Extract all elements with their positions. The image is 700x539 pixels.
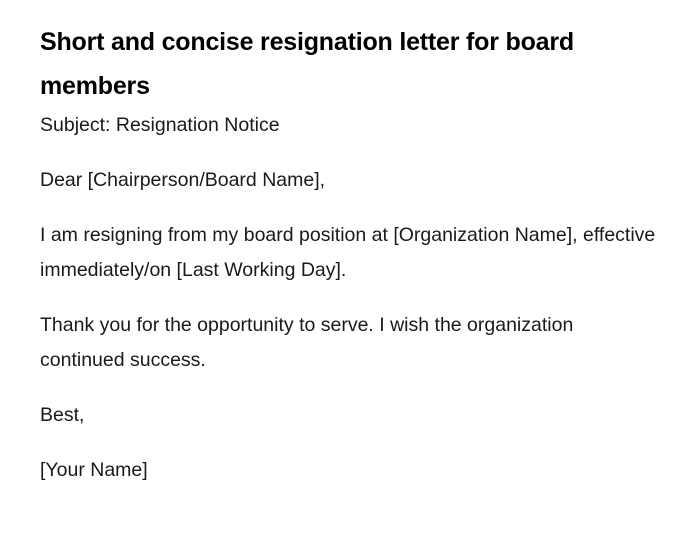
body-paragraph-2: Thank you for the opportunity to serve. I wish the organization continued success. bbox=[40, 314, 574, 371]
letter-document bbox=[40, 20, 660, 488]
page-title: Short and concise resignation letter for board members bbox=[40, 28, 574, 100]
closing: Best, bbox=[40, 404, 85, 426]
subject-line: Subject: Resignation Notice bbox=[40, 114, 280, 136]
signature: [Your Name] bbox=[40, 459, 148, 481]
body-paragraph-1: I am resigning from my board position at [Organization Name], effective immediately/on [Last Working Day]. bbox=[40, 224, 656, 281]
greeting: Dear [Chairperson/Board Name], bbox=[40, 169, 326, 191]
